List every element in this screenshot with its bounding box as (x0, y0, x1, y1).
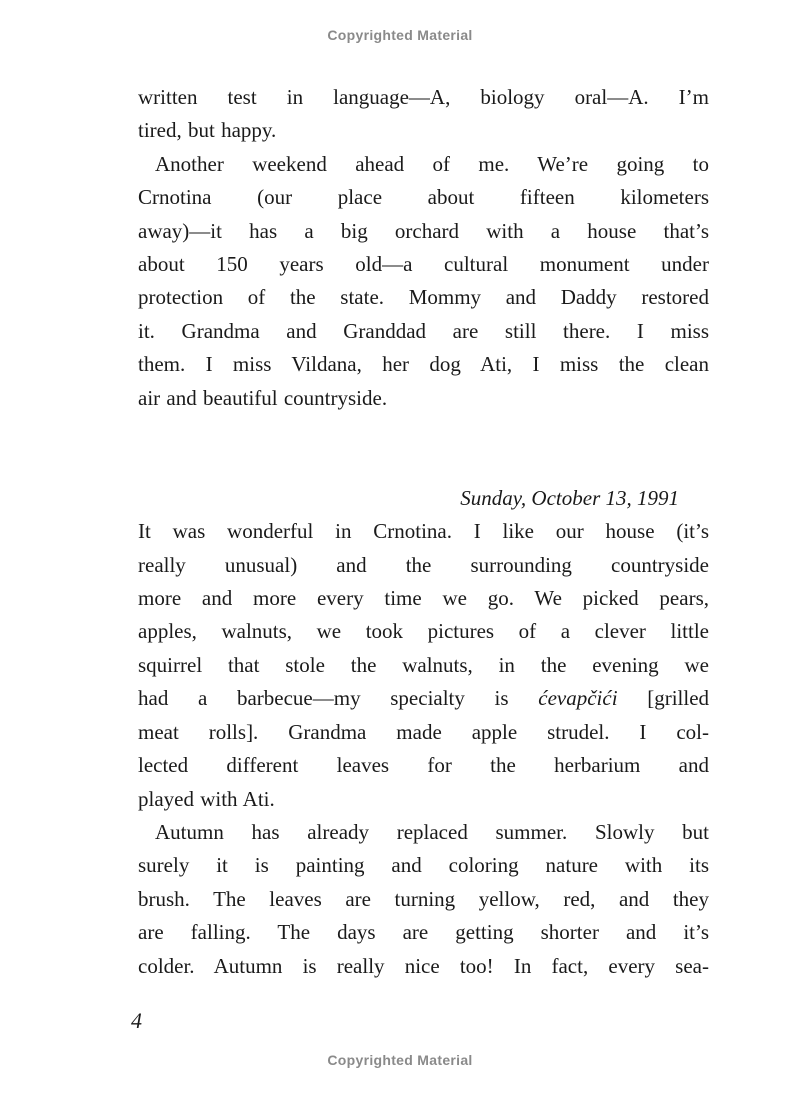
copyright-notice-top: Copyrighted Material (327, 27, 473, 43)
paragraph-autumn (138, 816, 709, 983)
italic-foreign-word: ćevapčići (538, 686, 618, 711)
text-line: tired, but happy. (138, 118, 277, 143)
text-line: brush. The leaves are turning yellow, red, and they (138, 886, 709, 911)
text-line: are falling. The days are getting shorter and it’s (138, 920, 709, 945)
text-line: them. I miss Vildana, her dog Ati, I miss the clean (138, 352, 709, 377)
text-line: apples, walnuts, we took pictures of a clever little (138, 619, 709, 644)
page-number: 4 (131, 1008, 142, 1033)
copyright-notice-bottom: Copyrighted Material (327, 1052, 473, 1068)
paragraph-continuation (138, 81, 709, 148)
text-line: Crnotina (our place about fifteen kilometers (138, 185, 709, 210)
text-line: lected different leaves for the herbarium and (138, 753, 709, 778)
text-line: It was wonderful in Crnotina. I like our house (it’s (138, 519, 709, 544)
text-line: Another weekend ahead of me. We’re going to (155, 151, 709, 176)
text-line: Autumn has already replaced summer. Slowly but (155, 819, 709, 844)
text-segment: had a barbecue—my specialty is (138, 686, 509, 711)
text-line: more and more every time we go. We picked pears, (138, 586, 709, 611)
text-line: colder. Autumn is really nice too! In fact, every sea- (138, 953, 709, 978)
text-line: it. Grandma and Granddad are still there. I miss (138, 318, 709, 343)
text-line: surely it is painting and coloring nature with its (138, 853, 709, 878)
text-line-with-italic (138, 682, 709, 715)
text-segment: [grilled (647, 686, 710, 711)
paragraph-crnotina (138, 515, 709, 816)
text-line: about 150 years old—a cultural monument under (138, 252, 709, 277)
text-line: squirrel that stole the walnuts, in the evening we (138, 652, 709, 677)
text-line: really unusual) and the surrounding countryside (138, 552, 709, 577)
text-line: meat rolls]. Grandma made apple strudel. I col- (138, 719, 709, 744)
text-line: written test in language—A, biology oral—A. I’m (138, 85, 709, 109)
section-gap (138, 415, 709, 482)
paragraph-weekend (138, 148, 709, 415)
page-text-block (138, 81, 709, 983)
diary-entry-date: Sunday, October 13, 1991 (460, 485, 679, 510)
text-line: protection of the state. Mommy and Daddy restored (138, 285, 709, 310)
text-line: played with Ati. (138, 786, 275, 811)
text-line: air and beautiful countryside. (138, 385, 388, 410)
text-line: away)—it has a big orchard with a house that’s (138, 218, 709, 243)
